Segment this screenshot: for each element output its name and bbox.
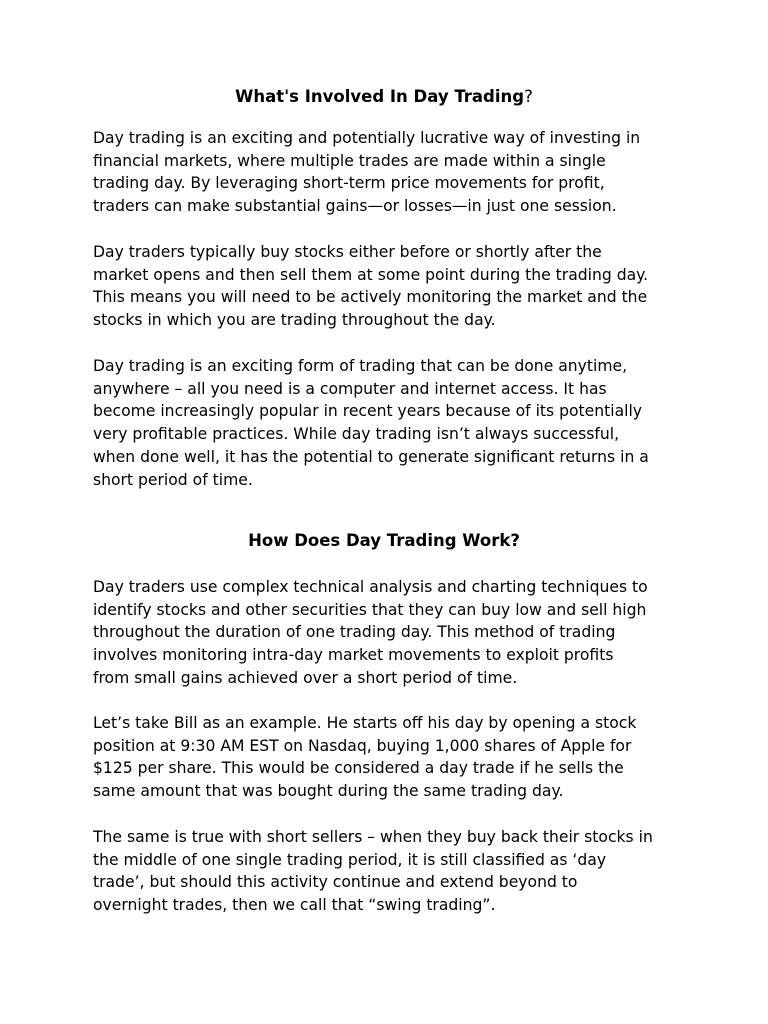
paragraph-day-traders-buy [93, 241, 683, 332]
text-line: involves monitoring intra-day market movements to exploit profits [93, 646, 614, 665]
text-line: the middle of one single trading period, it is still classified as ‘day [93, 850, 607, 869]
text-line: throughout the duration of one trading day. This method of trading [93, 623, 616, 642]
heading-text: How Does Day Trading Work? [248, 531, 520, 550]
heading-text: What's Involved In Day Trading [235, 87, 525, 106]
section-heading-how-does-it-work [0, 530, 768, 552]
text-line: Day traders typically buy stocks either before or shortly after the [93, 243, 602, 261]
section-heading-whats-involved [0, 86, 768, 108]
text-line: Let’s take Bill as an example. He starts off his day by opening a stock [93, 714, 637, 732]
text-line: short period of time. [93, 470, 253, 489]
paragraph-intro [93, 127, 683, 218]
text-line: from small gains achieved over a short period of time. [93, 668, 518, 687]
text-line: same amount that was bought during the same trading day. [93, 782, 564, 801]
text-line: The same is true with short sellers – when they buy back their stocks in [93, 828, 653, 846]
text-line: market opens and then sell them at some point during the trading day. [93, 265, 649, 284]
text-line: financial markets, where multiple trades are made within a single [93, 151, 606, 170]
text-line: $125 per share. This would be considered a day trade if he sells the [93, 759, 624, 778]
text-line: stocks in which you are trading throughout the day. [93, 311, 496, 330]
text-line: trade’, but should this activity continue and extend beyond to [93, 873, 578, 892]
text-line: This means you will need to be actively monitoring the market and the [93, 288, 648, 307]
text-line: identify stocks and other securities that they can buy low and sell high [93, 600, 647, 619]
text-line: Day trading is an exciting form of trading that can be done anytime, [93, 357, 628, 375]
text-line: traders can make substantial gains—or losses—in just one session. [93, 197, 617, 216]
paragraph-technical-analysis [93, 576, 683, 690]
text-line: overnight trades, then we call that “swing trading”. [93, 896, 496, 915]
text-line: anywhere – all you need is a computer and internet access. It has [93, 379, 607, 398]
paragraph-short-sellers [93, 826, 683, 917]
text-line: become increasingly popular in recent years because of its potentially [93, 402, 643, 421]
text-line: position at 9:30 AM EST on Nasdaq, buying 1,000 shares of Apple for [93, 736, 632, 755]
heading-suffix: ? [524, 87, 533, 106]
paragraph-bill-example [93, 712, 683, 803]
text-line: Day traders use complex technical analysis and charting techniques to [93, 578, 648, 596]
text-line: Day trading is an exciting and potentially lucrative way of investing in [93, 129, 641, 147]
text-line: trading day. By leveraging short-term price movements for profit, [93, 174, 605, 193]
text-line: when done well, it has the potential to generate significant returns in a [93, 447, 649, 466]
text-line: very profitable practices. While day trading isn’t always successful, [93, 425, 620, 444]
paragraph-anytime-anywhere [93, 355, 683, 491]
